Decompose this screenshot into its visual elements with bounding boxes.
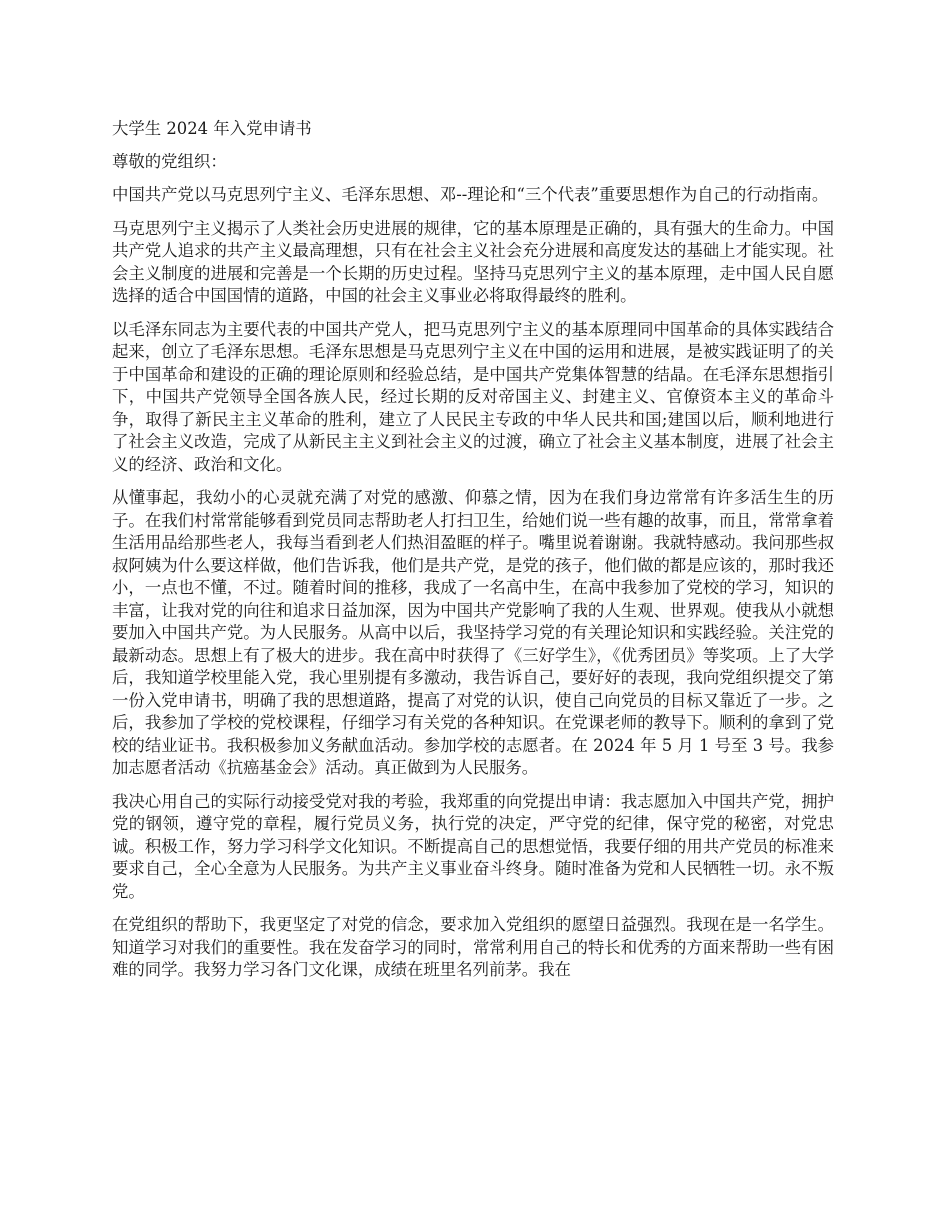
paragraph: 在党组织的帮助下，我更坚定了对党的信念，要求加入党组织的愿望日益强烈。我现在是一名学生。知道学习对我们的重要性。我在发奋学习的同时，常常利用自己的特长和优秀的方面来帮助一些有困难的同学。我努力学习各门文化课，成绩在班里名列前茅。我在 — [112, 915, 834, 979]
paragraph: 我决心用自己的实际行动接受党对我的考验，我郑重的向党提出申请：我志愿加入中国共产党，拥护党的钢领，遵守党的章程，履行党员义务，执行党的决定，严守党的纪律，保守党的秘密，对党忠诚。积极工作，努力学习科学文化知识。不断提高自己的思想觉悟，我要仔细的用共产党员的标准来要求自己，全心全意为人民服务。为共产主义事业奋斗终身。随时准备为党和人民牺牲一切。永不叛党。 — [112, 791, 834, 901]
salutation: 尊敬的党组织： — [112, 151, 227, 171]
paragraph: 中国共产党以马克思列宁主义、毛泽东思想、邓--理论和“三个代表”重要思想作为自己的行动指南。 — [112, 185, 829, 204]
document-page — [112, 118, 834, 993]
paragraph: 马克思列宁主义揭示了人类社会历史进展的规律，它的基本原理是正确的，具有强大的生命力。中国共产党人追求的共产主义最高理想，只有在社会主义社会充分进展和高度发达的基础上才能实现。社会主义制度的进展和完善是一个长期的历史过程。坚持马克思列宁主义的基本原理，走中国人民自愿选择的适合中国国情的道路，中国的社会主义事业必将取得最终的胜利。 — [112, 218, 834, 305]
document-title: 大学生 2024 年入党申请书 — [112, 119, 312, 138]
paragraph: 从懂事起，我幼小的心灵就充满了对党的感激、仰慕之情，因为在我们身边常常有许多活生生的历子。在我们村常常能够看到党员同志帮助老人打扫卫生，给她们说一些有趣的故事，而且，常常拿着生活用品给那些老人，我每当看到老人们热泪盈眶的样子。嘴里说着谢谢。我就特感动。我问那些叔叔阿姨为什么要这样做，他们告诉我，他们是共产党，是党的孩子，他们做的都是应该的，那时我还小，一点也不懂，不过。随着时间的推移，我成了一名高中生，在高中我参加了党校的学习，知识的丰富，让我对党的向往和追求日益加深，因为中国共产党影响了我的人生观、世界观。使我从小就想要加入中国共产党。为人民服务。从高中以后，我坚持学习党的有关理论知识和实践经验。关注党的最新动态。思想上有了极大的进步。我在高中时获得了《三好学生》，《优秀团员》等奖项。上了大学后，我知道学校里能入党，我心里别提有多激动，我告诉自己，要好好的表现，我向党组织提交了第一份入党申请书，明确了我的思想道路，提高了对党的认识，使自己向党员的目标又靠近了一步。之后，我参加了学校的党校课程，仔细学习有关党的各种知识。在党课老师的教导下。顺利的拿到了党校的结业证书。我积极参加义务献血活动。参加学校的志愿者。在 2024 年 5 月 1 号至 3 号。我参加志愿者活动《抗癌基金会》活动。真正做到为人民服务。 — [112, 488, 834, 777]
paragraph: 以毛泽东同志为主要代表的中国共产党人，把马克思列宁主义的基本原理同中国革命的具体实践结合起来，创立了毛泽东思想。毛泽东思想是马克思列宁主义在中国的运用和进展，是被实践证明了的关于中国革命和建设的正确的理论原则和经验总结，是中国共产党集体智慧的结晶。在毛泽东思想指引下，中国共产党领导全国各族人民，经过长期的反对帝国主义、封建主义、官僚资本主义的革命斗争，取得了新民主主义革命的胜利，建立了人民民主专政的中华人民共和国;建国以后，顺利地进行了社会主义改造，完成了从新民主主义到社会主义的过渡，确立了社会主义基本制度，进展了社会主义的经济、政治和文化。 — [112, 319, 834, 474]
